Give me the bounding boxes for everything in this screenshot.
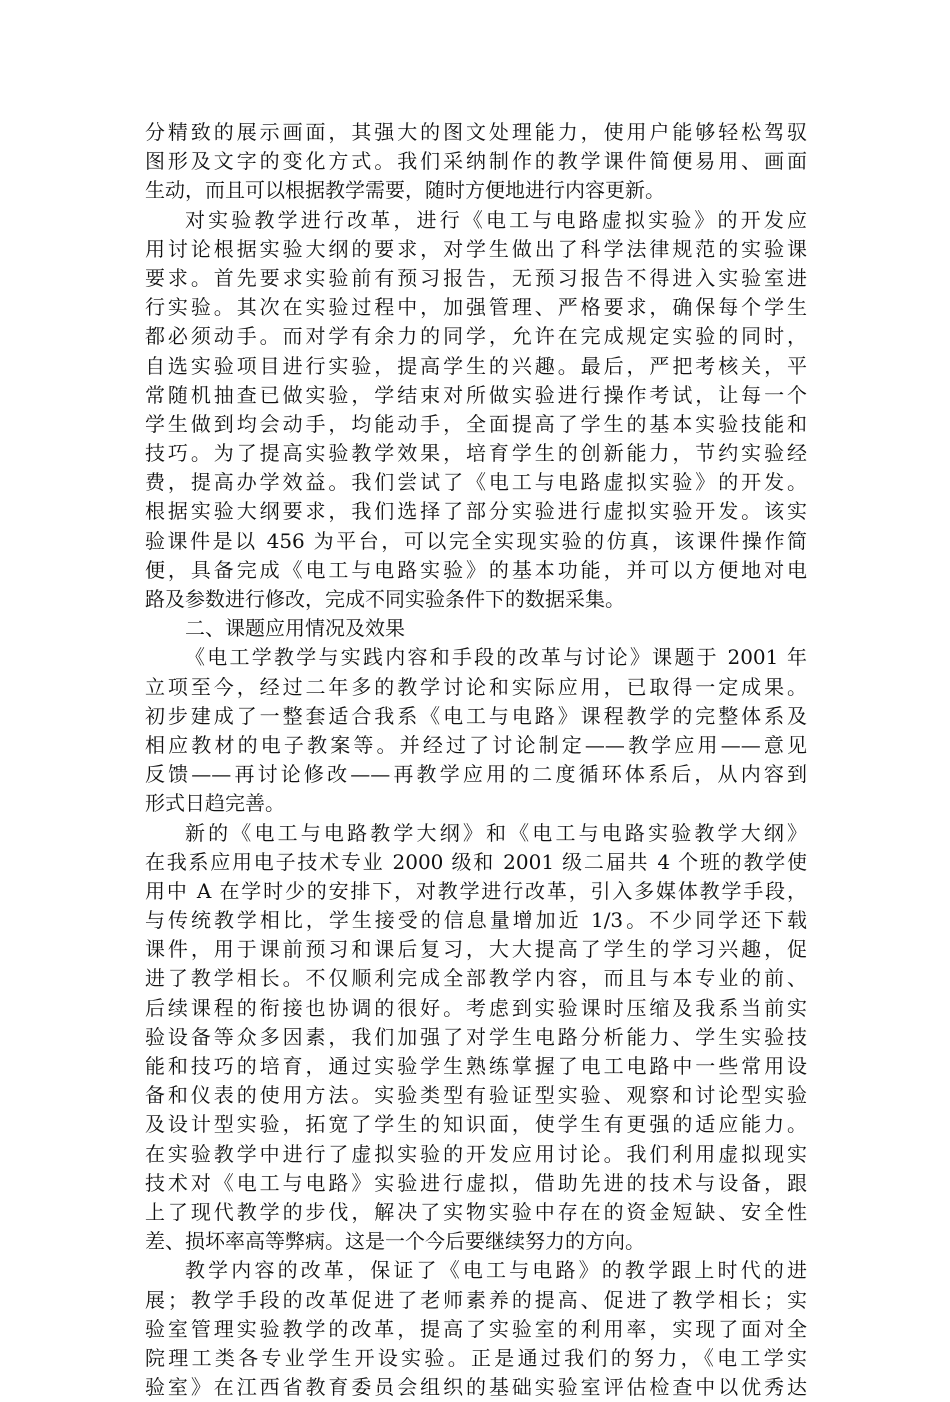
text-line: 与传统教学相比，学生接受的信息量增加近 1/3。不少同学还下载 (145, 908, 807, 933)
text-line: 课件，用于课前预习和课后复习，大大提高了学生的学习兴趣，促 (145, 937, 807, 962)
text-line: 路及参数进行修改，完成不同实验条件下的数据采集。 (145, 587, 625, 611)
text-line: 用中 A 在学时少的安排下，对教学进行改革，引入多媒体教学手段， (145, 878, 807, 903)
text-line: 初步建成了一整套适合我系《电工与电路》课程教学的完整体系及 (145, 703, 807, 728)
text-line: 分精致的展示画面，其强大的图文处理能力，使用户能够轻松驾驭 (145, 120, 807, 144)
text-line: 相应教材的电子教案等。并经过了讨论制定——教学应用——意见 (145, 732, 807, 757)
text-line: 二、课题应用情况及效果 (185, 616, 405, 641)
text-line: 进了教学相长。不仅顺利完成全部教学内容，而且与本专业的前、 (145, 966, 807, 991)
text-line: 技巧。为了提高实验教学效果，培育学生的创新能力，节约实验经 (145, 441, 807, 466)
text-line: 形式日趋完善。 (145, 791, 285, 816)
document-page (145, 118, 807, 1402)
paragraph (145, 819, 807, 1257)
text-line: 《电工学教学与实践内容和手段的改革与讨论》课题于 2001 年 (185, 645, 807, 670)
text-line: 行实验。其次在实验过程中，加强管理、严格要求，确保每个学生 (145, 295, 807, 320)
text-line: 差、损坏率高等弊病。这是一个今后要继续努力的方向。 (145, 1229, 645, 1254)
text-line: 技术对《电工与电路》实验进行虚拟，借助先进的技术与设备，跟 (145, 1170, 807, 1195)
text-line: 立项至今，经过二年多的教学讨论和实际应用，已取得一定成果。 (145, 674, 807, 699)
text-line: 学生做到均会动手，均能动手，全面提高了学生的基本实验技能和 (145, 411, 807, 436)
text-line: 根据实验大纲要求，我们选择了部分实验进行虚拟实验开发。该实 (145, 499, 807, 524)
text-line: 图形及文字的变化方式。我们采纳制作的教学课件简便易用、画面 (145, 149, 807, 174)
text-line: 用讨论根据实验大纲的要求，对学生做出了科学法律规范的实验课 (145, 236, 807, 261)
text-line: 备和仪表的使用方法。实验类型有验证型实验、观察和讨论型实验 (145, 1083, 807, 1108)
text-line: 教学内容的改革，保证了《电工与电路》的教学跟上时代的进 (185, 1258, 807, 1283)
text-line: 要求。首先要求实验前有预习报告，无预习报告不得进入实验室进 (145, 265, 807, 290)
text-line: 在实验教学中进行了虚拟实验的开发应用讨论。我们利用虚拟现实 (145, 1141, 807, 1166)
text-line: 及设计型实验，拓宽了学生的知识面，使学生有更强的适应能力。 (145, 1112, 807, 1137)
text-line: 自选实验项目进行实验，提高学生的兴趣。最后，严把考核关，平 (145, 353, 807, 378)
text-line: 反馈——再讨论修改——再教学应用的二度循环体系后，从内容到 (145, 762, 807, 787)
paragraph (145, 118, 807, 206)
text-line: 院理工类各专业学生开设实验。正是通过我们的努力，《电工学实 (145, 1345, 807, 1370)
text-line: 都必须动手。而对学有余力的同学，允许在完成规定实验的同时， (145, 324, 807, 349)
text-line: 生动，而且可以根据教学需要，随时方便地进行内容更新。 (145, 178, 665, 203)
text-line: 展；教学手段的改革促进了老师素养的提高、促进了教学相长；实 (145, 1287, 807, 1312)
text-line: 对实验教学进行改革，进行《电工与电路虚拟实验》的开发应 (185, 207, 807, 232)
text-line: 验设备等众多因素，我们加强了对学生电路分析能力、学生实验技 (145, 1024, 807, 1049)
text-line: 验室》在江西省教育委员会组织的基础实验室评估检查中以优秀达 (145, 1375, 807, 1400)
text-line: 后续课程的衔接也协调的很好。考虑到实验课时压缩及我系当前实 (145, 995, 807, 1020)
text-line: 验课件是以 456 为平台，可以完全实现实验的仿真，该课件操作简 (145, 528, 807, 553)
text-line: 费，提高办学效益。我们尝试了《电工与电路虚拟实验》的开发。 (145, 470, 807, 495)
paragraph (145, 206, 807, 615)
text-line: 上了现代教学的步伐，解决了实物实验中存在的资金短缺、安全性 (145, 1199, 807, 1224)
paragraph (145, 643, 807, 818)
paragraph (145, 614, 807, 643)
text-line: 在我系应用电子技术专业 2000 级和 2001 级二届共 4 个班的教学使 (145, 849, 807, 874)
text-line: 验室管理实验教学的改革，提高了实验室的利用率，实现了面对全 (145, 1316, 807, 1341)
text-line: 便，具备完成《电工与电路实验》的基本功能，并可以方便地对电 (145, 557, 807, 582)
text-line: 常随机抽查已做实验，学结束对所做实验进行操作考试，让每一个 (145, 382, 807, 407)
text-line: 能和技巧的培育，通过实验学生熟练掌握了电工电路中一些常用设 (145, 1054, 807, 1078)
paragraph (145, 1256, 807, 1402)
text-line: 新的《电工与电路教学大纲》和《电工与电路实验教学大纲》 (185, 820, 807, 845)
